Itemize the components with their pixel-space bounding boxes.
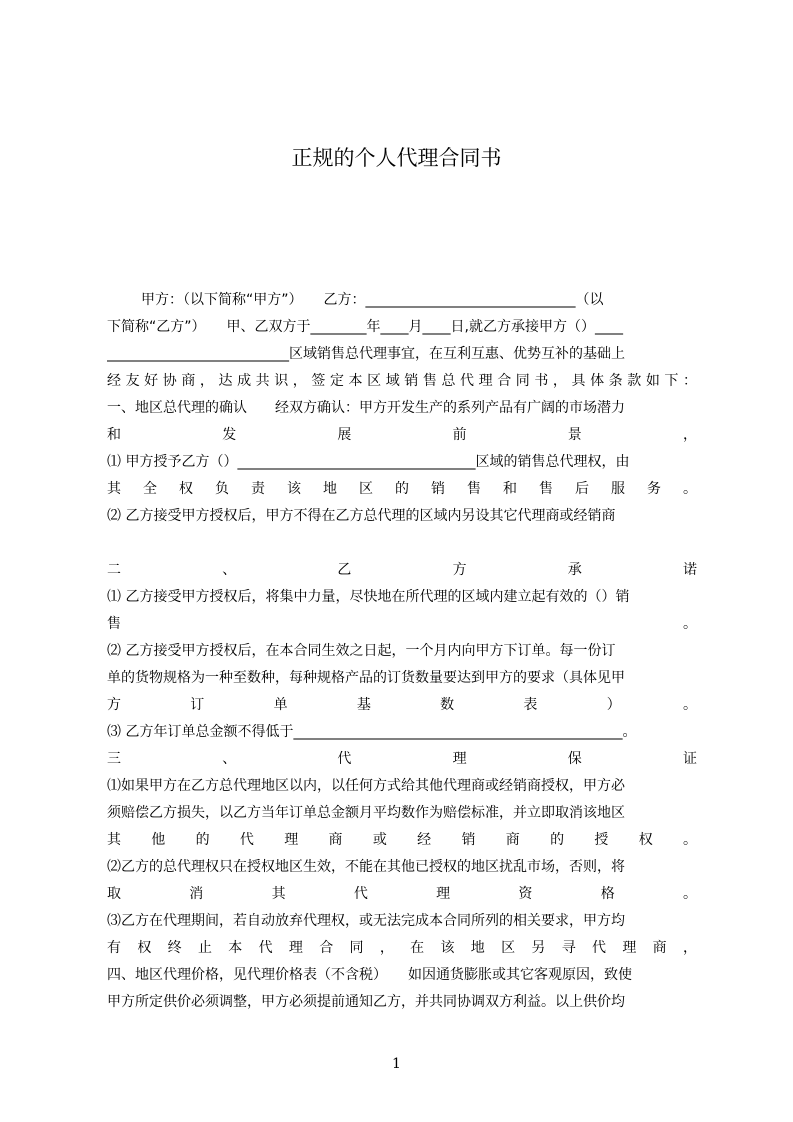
clause-line: ⑶乙方在代理期间，若自动放弃代理权，或无法完成本合同所列的相关要求，甲方均 <box>107 913 625 929</box>
clause-line: ⑵ 乙方接受甲方授权后，甲方不得在乙方总代理的区域内另设其它代理商或经销商 <box>107 508 616 524</box>
paragraph-line-parties: 甲方：（以下简称“甲方”） 乙方：______________________________（以 <box>141 292 604 308</box>
clause-line: 方订单基数表）。 <box>107 697 697 713</box>
section-heading-3: 三、代理保证 <box>107 751 697 767</box>
clause-line: ⑴ 甲方授予乙方（）__________________________________区域的销售总代理权，由 <box>107 454 630 470</box>
clause-line: ⑵ 乙方接受甲方授权后，在本合同生效之日起，一个月内向甲方下订单。每一份订 <box>107 643 616 659</box>
clause-line: ⑶ 乙方年订单总金额不得低于_______________________________________________。 <box>107 724 637 740</box>
clause-line: 其全权负责该地区的销售和售后服务。 <box>107 481 697 497</box>
clause-line: 取消其代理资格。 <box>107 886 697 902</box>
paragraph-line: 和发展前景， <box>107 427 697 443</box>
document-title: 正规的个人代理合同书 <box>291 146 502 170</box>
clause-line: 其他的代理商或经销商的授权。 <box>107 832 697 848</box>
clause-line: ⑴ 乙方接受甲方授权后，将集中力量，尽快地在所代理的区域内建立起有效的（）销 <box>107 589 630 605</box>
clause-line: 有权终止本代理合同，在该地区另寻代理商， <box>107 940 697 956</box>
paragraph-line: 甲方所定供价必须调整，甲方必须提前通知乙方，并共同协调双方利益。以上供价均 <box>107 994 625 1010</box>
page-number: 1 <box>392 1056 401 1072</box>
clause-line: 须赔偿乙方损失，以乙方当年订单总金额月平均数作为赔偿标准，并立即取消该地区 <box>107 805 625 821</box>
clause-line: 售。 <box>107 616 697 632</box>
section-heading-4: 四、地区代理价格，见代理价格表（不含税） 如因通货膨胀或其它客观原因，致使 <box>107 967 632 983</box>
paragraph-line: 下简称“乙方”） 甲、乙双方于________年____月____日,就乙方承接甲方（）____ <box>107 319 623 335</box>
paragraph-line: 经友好协商，达成共识，签定本区域销售总代理合同书，具体条款如下： <box>107 373 697 389</box>
paragraph-line: __________________________区域销售总代理事宜，在互利互惠、优势互补的基础上 <box>107 346 625 362</box>
section-heading-2: 二、乙方承诺 <box>107 562 697 578</box>
clause-line: ⑵乙方的总代理权只在授权地区生效，不能在其他已授权的地区扰乱市场，否则，将 <box>107 859 625 875</box>
section-heading-1: 一、地区总代理的确认 经双方确认：甲方开发生产的系列产品有广阔的市场潜力 <box>107 400 625 416</box>
clause-line: ⑴如果甲方在乙方总代理地区以内，以任何方式给其他代理商或经销商授权，甲方必 <box>107 778 625 794</box>
clause-line: 单的货物规格为一种至数种，每种规格产品的订货数量要达到甲方的要求（具体见甲 <box>107 670 625 686</box>
